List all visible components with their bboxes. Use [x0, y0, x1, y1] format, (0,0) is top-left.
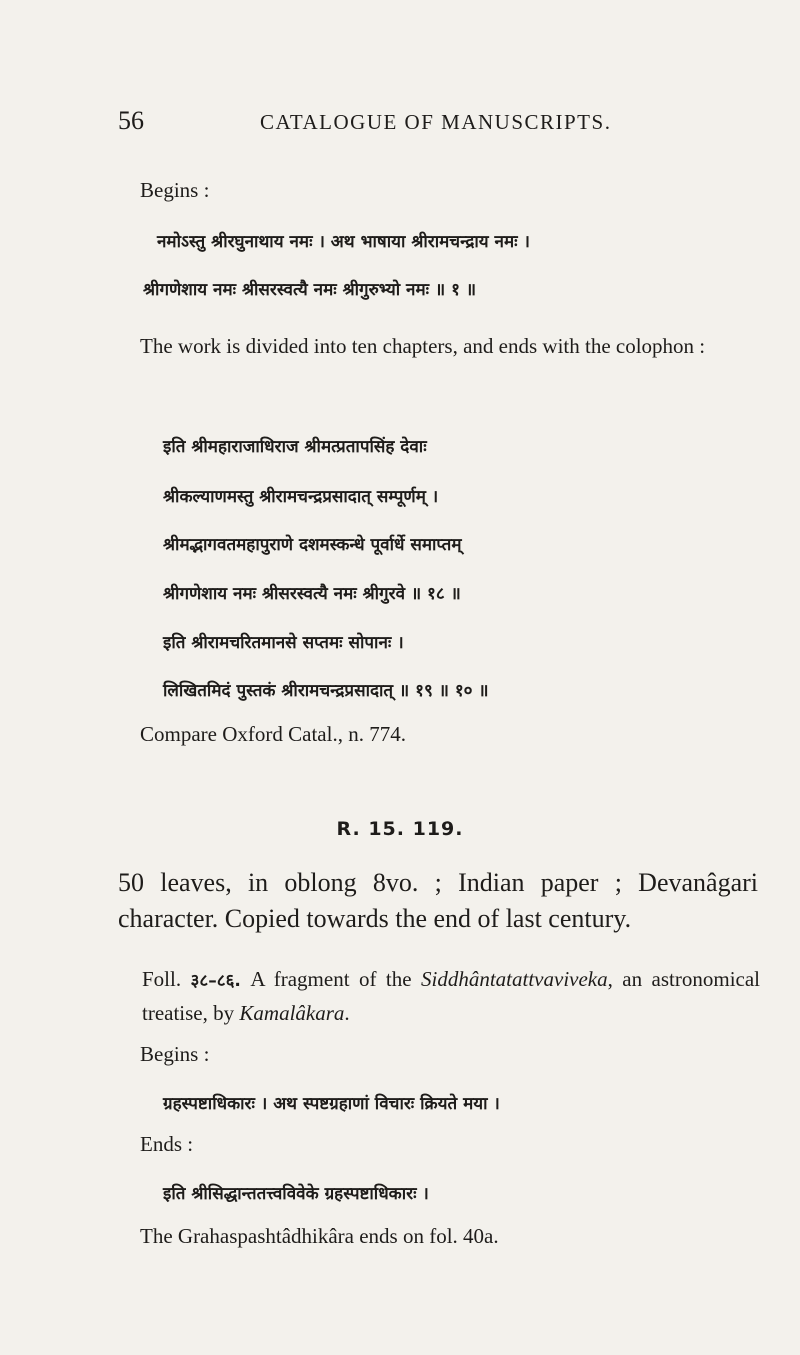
- work-title: Siddhântatattvaviveka: [421, 967, 608, 991]
- foll-prefix: Foll.: [142, 967, 182, 991]
- ends-label: Ends :: [140, 1132, 194, 1156]
- colophon-line-5: इति श्रीरामचरितमानसे सप्तमः सोपानः ।: [163, 633, 404, 653]
- begins-sanskrit-line-2: श्रीगणेशाय नमः श्रीसरस्वत्यै नमः श्रीगुरुभ्यो नमः ॥ १ ॥: [143, 280, 477, 300]
- shelfmark: R. 15. 119.: [336, 818, 464, 840]
- compare-note: Compare Oxford Catal., n. 774.: [140, 722, 406, 746]
- begins-label: Begins :: [140, 178, 210, 202]
- colophon-line-6: लिखितमिदं पुस्तकं श्रीरामचन्द्रप्रसादात् ॥ १९ ॥ १० ॥: [163, 681, 489, 701]
- foll-text-before: A fragment of the: [250, 967, 412, 991]
- foll-text-end: .: [344, 1001, 350, 1025]
- foll-paragraph: [142, 963, 760, 1029]
- foll-range: ३८–८६.: [190, 971, 241, 991]
- begins-sanskrit-line-1: नमोऽस्तु श्रीरघुनाथाय नमः । अथ भाषाया श्रीरामचन्द्राय नमः ।: [157, 232, 530, 252]
- begins-sanskrit-line-3: ग्रहस्पष्टाधिकारः । अथ स्पष्टग्रहाणां विचारः क्रियते मया ।: [163, 1094, 500, 1114]
- running-title: CATALOGUE OF MANUSCRIPTS.: [260, 110, 612, 134]
- colophon-line-4: श्रीगणेशाय नमः श्रीसरस्वत्यै नमः श्रीगुरवे ॥ १८ ॥: [163, 584, 461, 604]
- author-name: Kamalâkara: [239, 1001, 345, 1025]
- page-header: [118, 106, 758, 146]
- colophon-line-3: श्रीमद्भागवतमहापुराणे दशमस्कन्धे पूर्वार्धे समाप्तम्: [163, 535, 462, 555]
- colophon-line-1: इति श्रीमहाराजाधिराज श्रीमत्प्रतापसिंह देवाः: [163, 437, 427, 457]
- physical-description: 50 leaves, in oblong 8vo. ; Indian paper ; Devanâgari character. Copied towards the end of last century.: [118, 868, 758, 933]
- ends-sanskrit-line: इति श्रीसिद्धान्ततत्त्वविवेके ग्रहस्पष्टाधिकारः ।: [163, 1184, 429, 1204]
- begins-label-2: Begins :: [140, 1042, 210, 1066]
- foll-text-middle: , an astronomical treatise, by: [142, 967, 761, 1025]
- page-number: 56: [118, 106, 144, 135]
- colophon-line-2: श्रीकल्याणमस्तु श्रीरामचन्द्रप्रसादात् सम्पूर्णम् ।: [163, 487, 439, 507]
- final-note: The Grahaspashtâdhikâra ends on fol. 40a.: [140, 1224, 499, 1248]
- divided-paragraph: The work is divided into ten chapters, and ends with the colophon :: [140, 334, 706, 358]
